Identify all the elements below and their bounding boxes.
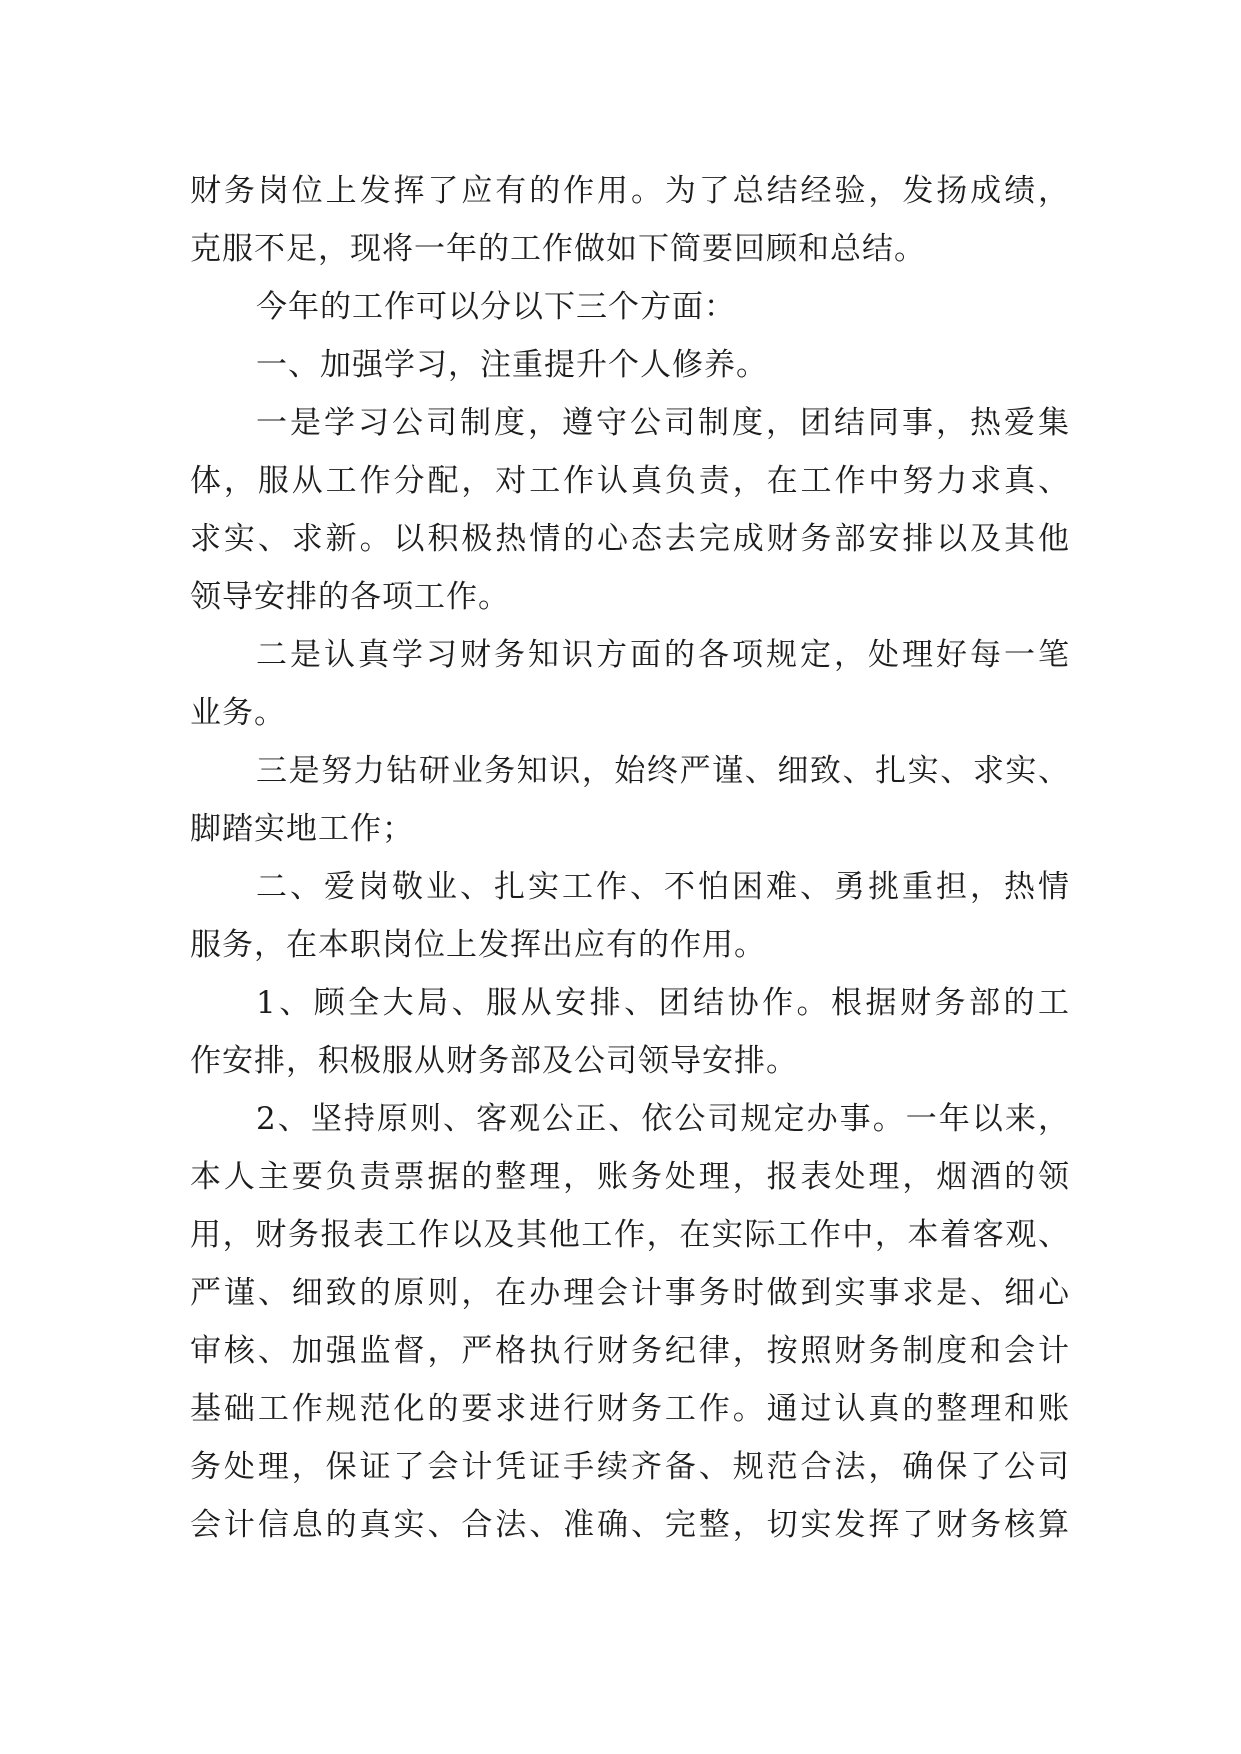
text-line: 克服不足，现将一年的工作做如下简要回顾和总结。: [190, 231, 926, 267]
text-line: 审核、加强监督，严格执行财务纪律，按照财务制度和会计: [190, 1333, 1070, 1369]
text-line: 三是努力钻研业务知识，始终严谨、细致、扎实、求实、: [256, 753, 1070, 789]
text-line: 领导安排的各项工作。: [190, 579, 510, 615]
text-line: 2、坚持原则、客观公正、依公司规定办事。一年以来，: [256, 1101, 1070, 1137]
section-heading: 二、爱岗敬业、扎实工作、不怕困难、勇挑重担，热情: [256, 869, 1070, 905]
text-line: 严谨、细致的原则，在办理会计事务时做到实事求是、细心: [190, 1275, 1070, 1311]
text-line: 作安排，积极服从财务部及公司领导安排。: [190, 1043, 798, 1079]
text-line: 二是认真学习财务知识方面的各项规定，处理好每一笔: [256, 637, 1070, 673]
text-line: 会计信息的真实、合法、准确、完整，切实发挥了财务核算: [190, 1507, 1070, 1543]
text-line: 业务。: [190, 695, 286, 731]
section-heading: 一、加强学习，注重提升个人修养。: [256, 347, 768, 383]
text-line: 务处理，保证了会计凭证手续齐备、规范合法，确保了公司: [190, 1449, 1070, 1485]
text-line: 今年的工作可以分以下三个方面：: [256, 289, 736, 325]
text-line: 用，财务报表工作以及其他工作，在实际工作中，本着客观、: [190, 1217, 1070, 1253]
text-line: 1、顾全大局、服从安排、团结协作。根据财务部的工: [256, 985, 1070, 1021]
text-line: 服务，在本职岗位上发挥出应有的作用。: [190, 927, 766, 963]
text-line: 本人主要负责票据的整理，账务处理，报表处理，烟酒的领: [190, 1159, 1070, 1195]
text-line: 基础工作规范化的要求进行财务工作。通过认真的整理和账: [190, 1391, 1070, 1427]
text-line: 求实、求新。以积极热情的心态去完成财务部安排以及其他: [190, 521, 1070, 557]
text-line: 一是学习公司制度，遵守公司制度，团结同事，热爱集: [256, 405, 1070, 441]
body-text: [190, 162, 1070, 1554]
text-line: 财务岗位上发挥了应有的作用。为了总结经验，发扬成绩，: [190, 173, 1070, 209]
text-line: 脚踏实地工作；: [190, 811, 414, 847]
text-line: 体，服从工作分配，对工作认真负责，在工作中努力求真、: [190, 463, 1070, 499]
